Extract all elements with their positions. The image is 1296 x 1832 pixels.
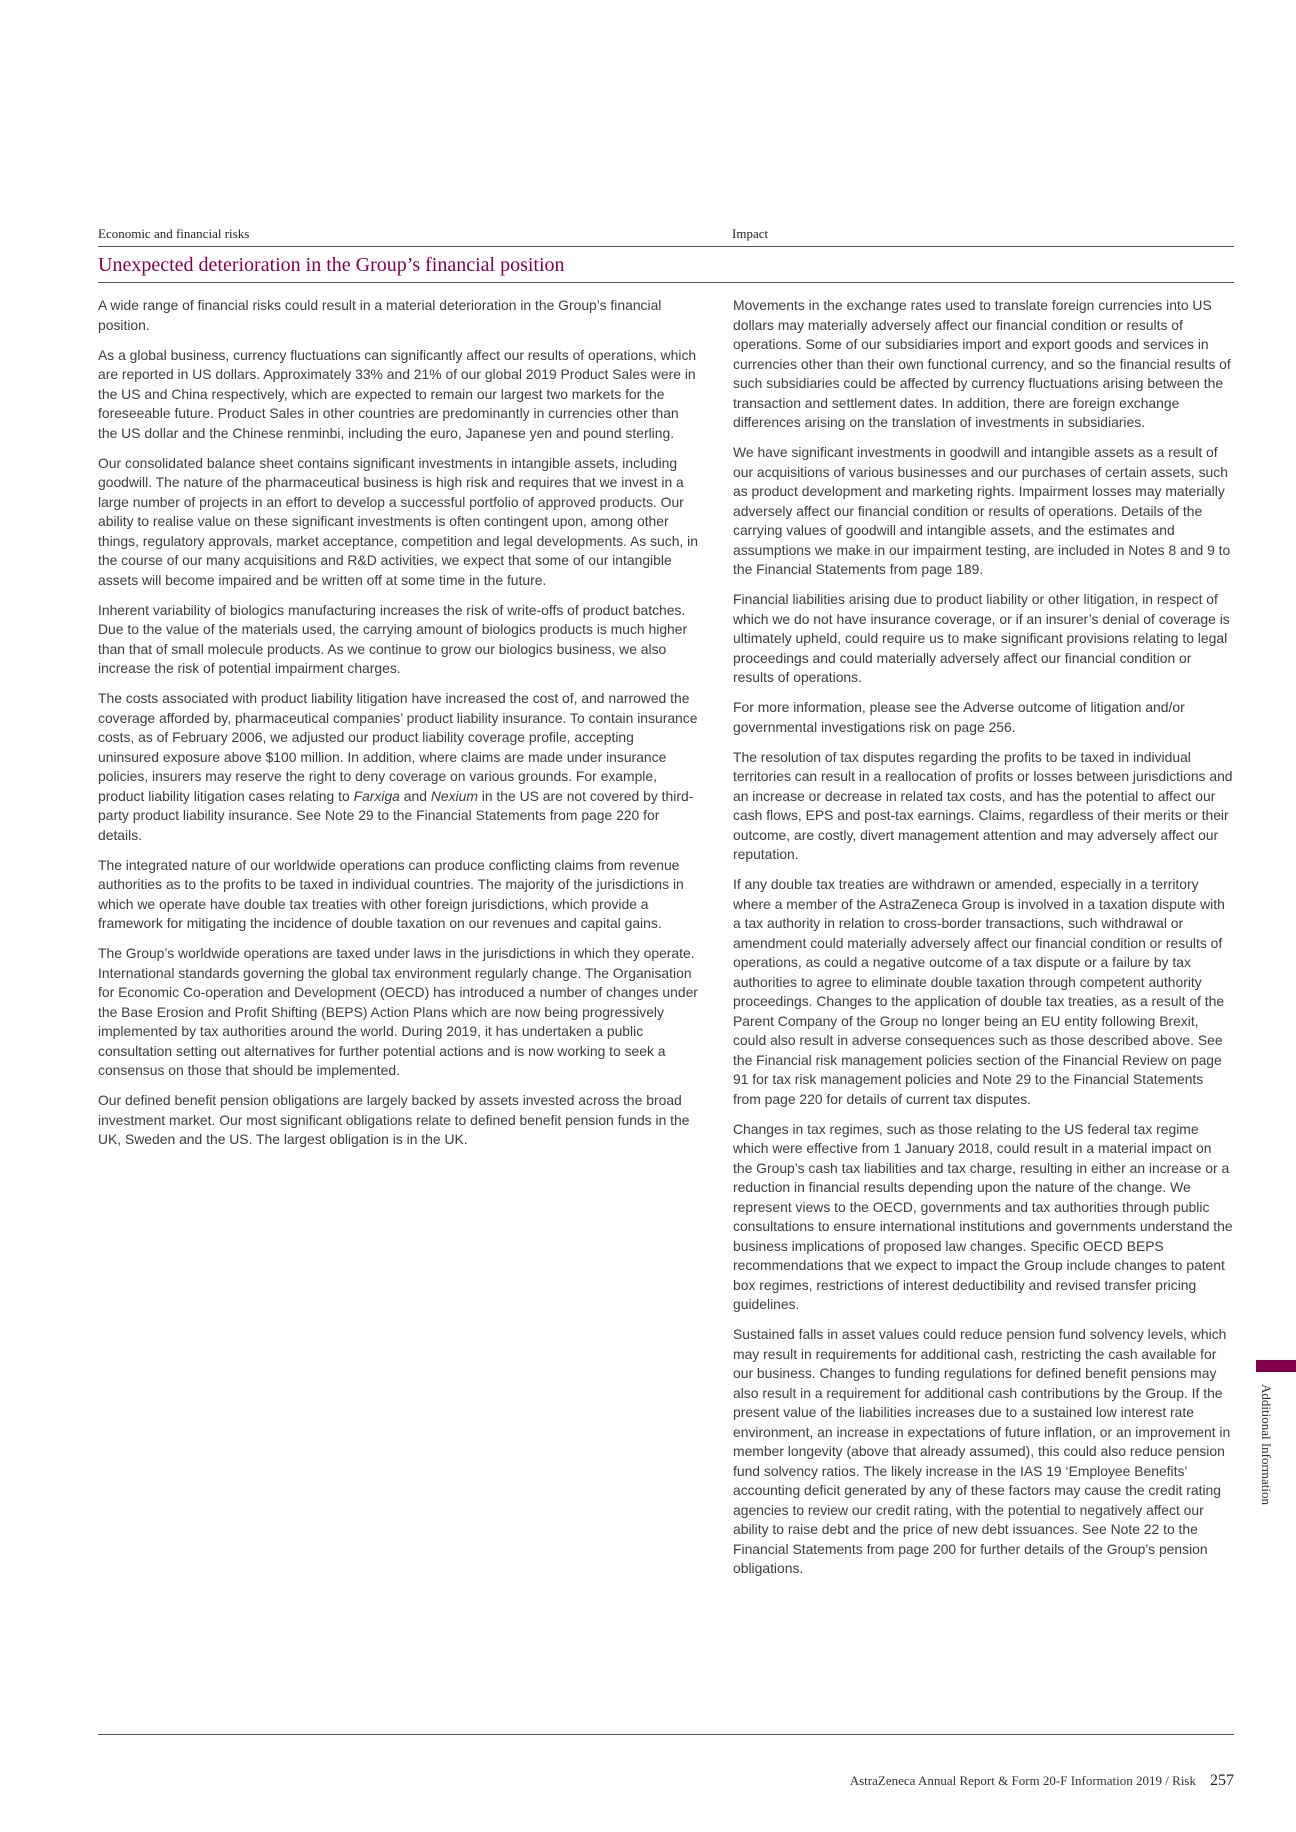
impact-paragraph: For more information, please see the Adverse outcome of litigation and/or governmental investigations risk on page 256.: [733, 699, 1185, 735]
side-tab-label: Additional Information: [1259, 1384, 1274, 1505]
paragraph-text: The costs associated with product liability litigation have increased the cost of, and narrowed the coverage afforded by, pharmaceutical companies’ product liability insurance. To contain insurance costs, as of February 2006, we adjusted our product liability coverage profile, accepting uninsured exposure above $100 million. In addition, where claims are made under insurance policies, insurers may reserve the right to deny coverage on various grounds. For example, product liability litigation cases relating to: [98, 690, 698, 804]
product-name-farxiga: Farxiga: [353, 787, 400, 804]
risk-description-column: [98, 296, 698, 1160]
risk-paragraph: Our defined benefit pension obligations are largely backed by assets invested across the broad investment market. Our most significant obligations relate to defined benefit pension funds in the UK, Sweden and the US. The largest obligation is in the UK.: [98, 1092, 690, 1147]
impact-paragraph: Financial liabilities arising due to product liability or other litigation, in respect of which we do not have insurance coverage, or if an insurer’s denial of coverage is ultimately upheld, could require us to make significant provisions relating to legal proceedings and could materially adversely affect our financial condition or results of operations.: [733, 591, 1230, 685]
footer-text: AstraZeneca Annual Report & Form 20-F Information 2019 / Risk: [849, 1773, 1196, 1788]
header-impact-label: Impact: [732, 226, 769, 241]
impact-column: [733, 296, 1233, 1589]
impact-paragraph: The resolution of tax disputes regarding the profits to be taxed in individual territories can result in a reallocation of profits or losses between jurisdictions and an increase or decrease in related tax costs, and has the potential to affect our cash flows, EPS and post-tax earnings. Claims, regardless of their merits or their outcome, are costly, divert management attention and may adversely affect our reputation.: [733, 748, 1233, 862]
table-header: [98, 224, 1234, 247]
section-title: Unexpected deterioration in the Group’s financial position: [98, 254, 1234, 283]
impact-paragraph: We have significant investments in goodwill and intangible assets as a result of our acquisitions of various businesses and our purchases of certain assets, such as product development and marketing rights. Impairment losses may materially adversely affect our financial condition or results of operations. Details of the carrying values of goodwill and intangible assets, and the estimates and assumptions we make in our impairment testing, are included in Notes 8 and 9 to the Financial Statements from page 189.: [733, 444, 1231, 577]
paragraph-text: and: [399, 787, 431, 804]
risk-paragraph: A wide range of financial risks could result in a material deterioration in the Group’s financial position.: [98, 297, 662, 333]
page-footer: [850, 1772, 1234, 1790]
risk-paragraph: As a global business, currency fluctuations can significantly affect our results of operations, which are reported in US dollars. Approximately 33% and 21% of our global 2019 Product Sales were in the US and China respectively, which are expected to remain our largest two markets for the foreseeable future. Product Sales in other countries are predominantly in currencies other than the US dollar and the Chinese renminbi, including the euro, Japanese yen and pound sterling.: [98, 346, 697, 441]
impact-paragraph: Sustained falls in asset values could reduce pension fund solvency levels, which may result in requirements for additional cash, restricting the cash available for our business. Changes to funding regulations for defined benefit pensions may also result in a requirement for additional cash contributions by the Group. If the present value of the liabilities increases due to a sustained low interest rate environment, an increase in expectations of future inflation, or an improvement in member longevity (above that already assumed), this could also reduce pension fund solvency ratios. The likely increase in the IAS 19 ‘Employee Benefits’ accounting deficit generated by any of these factors may cause the credit rating agencies to review our credit rating, with the potential to negatively affect our ability to raise debt and the price of new debt issuances. See Note 22 to the Financial Statements from page 200 for further details of the Group’s pension obligations.: [733, 1326, 1231, 1576]
paragraph-text: in the US are not covered by third-party product liability insurance. See Note 29 to the Financial Statements from page 220 for details.: [98, 787, 694, 843]
risk-paragraph: Our consolidated balance sheet contains significant investments in intangible assets, including goodwill. The nature of the pharmaceutical business is high risk and requires that we invest in a large number of projects in an effort to develop a successful portfolio of approved products. Our ability to realise value on these significant investments is often contingent upon, among other things, regulatory approvals, market acceptance, competition and legal developments. As such, in the course of our many acquisitions and R&D activities, we expect that some of our intangible assets will become impaired and be written off at some time in the future.: [98, 454, 698, 588]
risk-paragraph: The Group’s worldwide operations are taxed under laws in the jurisdictions in which they operate. International standards governing the global tax environment regularly change. The Organisation for Economic Co-operation and Development (OECD) has introduced a number of changes under the Base Erosion and Profit Shifting (BEPS) Action Plans which are now being progressively implemented by tax authorities around the world. During 2019, it has undertaken a public consultation setting out alternatives for further potential actions and is now working to seek a consensus on those that should be implemented.: [98, 945, 698, 1078]
impact-paragraph: Changes in tax regimes, such as those relating to the US federal tax regime which were effective from 1 January 2018, could result in a material impact on the Group’s cash tax liabilities and tax charge, resulting in either an increase or a reduction in financial results depending upon the nature of the change. We represent views to the OECD, governments and tax authorities through public consultations to ensure international institutions and governments understand the business implications of proposed law changes. Specific OECD BEPS recommendations that we expect to impact the Group include changes to patent box regimes, restrictions of interest deductibility and revised transfer pricing guidelines.: [733, 1120, 1233, 1312]
risk-paragraph: The integrated nature of our worldwide operations can produce conflicting claims from revenue authorities as to the profits to be taxed in individual countries. The majority of the jurisdictions in which we operate have double tax treaties with other foreign jurisdictions, which provide a framework for mitigating the incidence of double taxation on our revenues and capital gains.: [98, 856, 684, 931]
header-risk-label: Economic and financial risks: [98, 226, 250, 241]
risk-paragraph: [98, 689, 698, 845]
risk-paragraph: Inherent variability of biologics manufacturing increases the risk of write-offs of product batches. Due to the value of the materials used, the carrying amount of biologics products is much higher than that of small molecule products. As we continue to grow our biologics business, we also increase the risk of potential impairment charges.: [98, 601, 688, 676]
bottom-divider: [98, 1734, 1234, 1735]
page-number: 257: [1210, 1772, 1234, 1789]
impact-paragraph: Movements in the exchange rates used to translate foreign currencies into US dollars may materially adversely affect our financial condition or results of operations. Some of our subsidiaries import and export goods and services in currencies other than their own functional currency, and so the financial results of such subsidiaries could be affected by currency fluctuations arising between the transaction and settlement dates. In addition, there are foreign exchange differences arising on the translation of investments in subsidiaries.: [733, 297, 1231, 430]
product-name-nexium: Nexium: [430, 787, 478, 804]
impact-paragraph: If any double tax treaties are withdrawn or amended, especially in a territory where a member of the AstraZeneca Group is involved in a taxation dispute with a tax authority in relation to cross-border transactions, such withdrawal or amendment could materially adversely affect our financial condition or results of operations, as could a negative outcome of a tax dispute or a failure by tax authorities to agree to eliminate double taxation through competent authority proceedings. Changes to the application of double tax treaties, as a result of the Parent Company of the Group no longer being an EU entity following Brexit, could also result in adverse consequences such as those described above. See the Financial risk management policies section of the Financial Review on page 91 for tax risk management policies and Note 29 to the Financial Statements from page 220 for details of current tax disputes.: [733, 876, 1225, 1107]
side-tab-marker: [1256, 1360, 1296, 1372]
